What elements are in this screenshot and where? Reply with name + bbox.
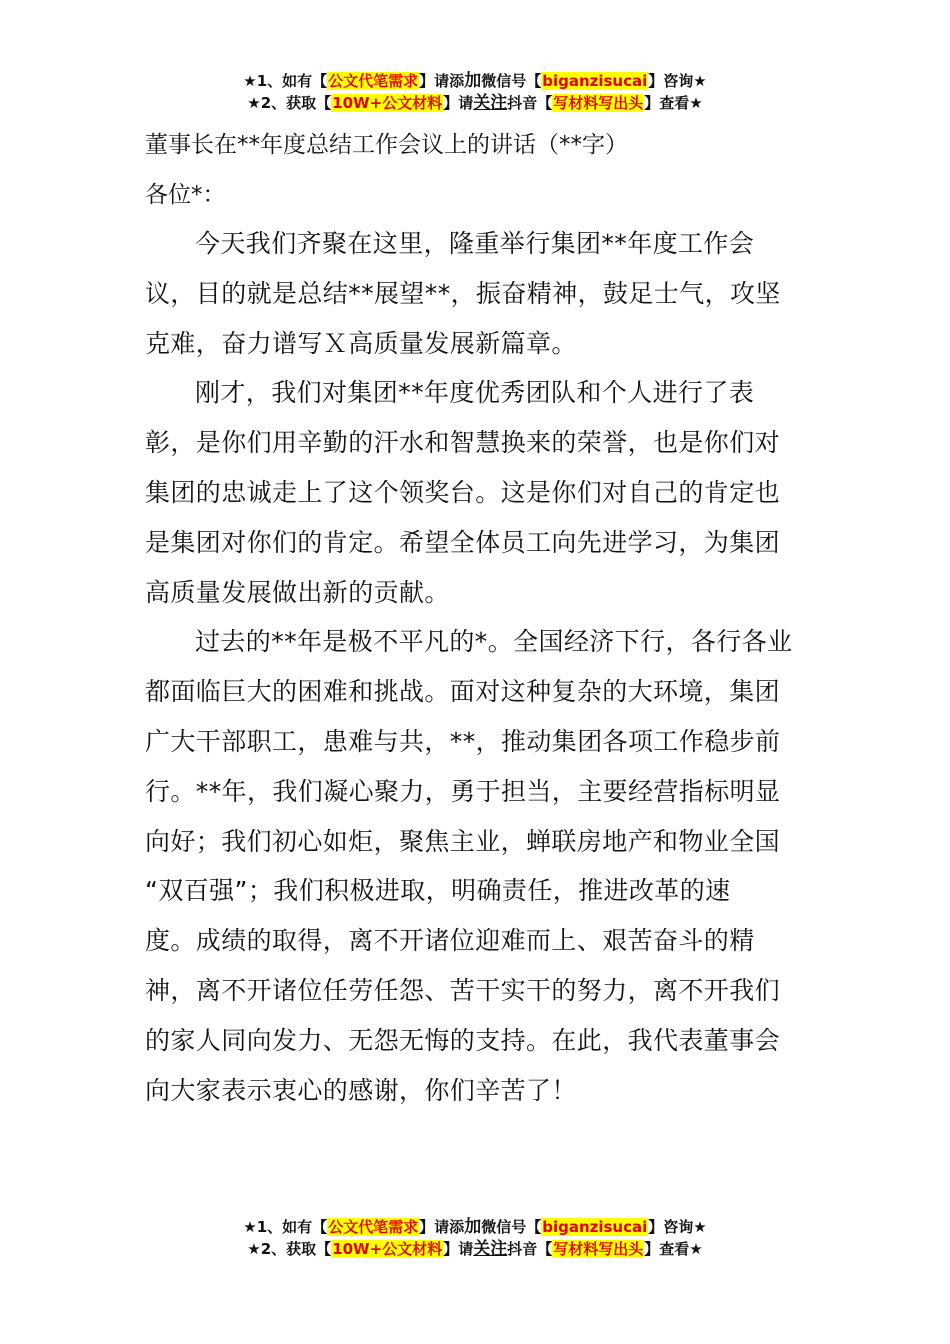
- document-body: [145, 227, 810, 1123]
- header-banner: [0, 70, 950, 114]
- banner-text: 】请: [443, 1240, 474, 1258]
- paragraph-line: 广大干部职工，患难与共，**，推动集团各项工作稳步前: [145, 726, 781, 756]
- banner-emphasis: 关注: [473, 93, 508, 113]
- banner-emphasis: 加: [464, 71, 482, 91]
- banner-text: ★1、如有【: [243, 72, 328, 90]
- paragraph-line: 度。成绩的取得，离不开诸位迎难而上、艰苦奋斗的精: [145, 926, 755, 956]
- banner-text: 】查看★: [644, 94, 703, 112]
- highlight-service: 公文代笔需求: [328, 72, 419, 90]
- paragraph-line: 刚才，我们对集团**年度优秀团队和个人进行了表: [195, 378, 755, 408]
- paragraph-line: 的家人同向发力、无怨无悔的支持。在此，我代表董事会: [145, 1025, 781, 1055]
- highlight-materials: 10W+公文材料: [332, 1240, 443, 1258]
- banner-line-1: [0, 70, 950, 92]
- highlight-service: 公文代笔需求: [328, 1218, 419, 1236]
- paragraph-line: 向好；我们初心如炬，聚焦主业，蝉联房地产和物业全国: [145, 826, 781, 856]
- highlight-wechat-id: biganzisucai: [542, 1218, 648, 1236]
- banner-line-2: [0, 92, 950, 114]
- document-title: 董事长在**年度总结工作会议上的讲话（**字）: [145, 132, 628, 158]
- salutation: 各位*：: [145, 182, 226, 208]
- banner-text: ★2、获取【: [247, 1240, 332, 1258]
- paragraph-line: 都面临巨大的困难和挑战。面对这种复杂的大环境，集团: [145, 677, 781, 707]
- paragraph-line: 克难，奋力谱写Ｘ高质量发展新篇章。: [145, 328, 577, 358]
- paragraph-line: 神，离不开诸位任劳任怨、苦干实干的努力，离不开我们: [145, 975, 781, 1005]
- banner-text: 抖音【: [507, 94, 553, 112]
- paragraph-line: 高质量发展做出新的贡献。: [145, 577, 450, 607]
- banner-text: 】请: [443, 94, 474, 112]
- banner-text: 微信号【: [481, 72, 542, 90]
- paragraph-line: 今天我们齐聚在这里，隆重举行集团**年度工作会: [195, 229, 755, 258]
- banner-line-2: [0, 1238, 950, 1260]
- banner-text: 】请添: [419, 1218, 465, 1236]
- banner-text: 】咨询★: [648, 1218, 707, 1236]
- banner-line-1: [0, 1216, 950, 1238]
- highlight-douyin: 写材料写出头: [553, 1240, 644, 1258]
- paragraph-line: 集团的忠诚走上了这个领奖台。这是你们对自己的肯定也: [145, 477, 781, 507]
- paragraph-line: 是集团对你们的肯定。希望全体员工向先进学习，为集团: [145, 527, 781, 557]
- banner-text: 】请添: [419, 72, 465, 90]
- highlight-materials: 10W+公文材料: [332, 94, 443, 112]
- footer-banner: [0, 1216, 950, 1260]
- banner-text: ★2、获取【: [247, 94, 332, 112]
- banner-text: 抖音【: [507, 1240, 553, 1258]
- paragraph-line: 过去的**年是极不平凡的*。全国经济下行，各行各业: [195, 627, 793, 657]
- banner-text: 】咨询★: [648, 72, 707, 90]
- banner-emphasis: 加: [464, 1217, 482, 1237]
- paragraph-line: 行。**年，我们凝心聚力，勇于担当，主要经营指标明显: [145, 776, 781, 806]
- banner-text: 】查看★: [644, 1240, 703, 1258]
- paragraph-line: 议，目的就是总结**展望**，振奋精神，鼓足士气，攻坚: [145, 278, 781, 308]
- paragraph-line: 向大家表示衷心的感谢，你们辛苦了！: [145, 1075, 577, 1105]
- highlight-wechat-id: biganzisucai: [542, 72, 648, 90]
- paragraph-line: “双百强”；我们积极进取，明确责任，推进改革的速: [145, 876, 731, 906]
- paragraph-line: 彰，是你们用辛勤的汗水和智慧换来的荣誉，也是你们对: [145, 428, 781, 458]
- highlight-douyin: 写材料写出头: [553, 94, 644, 112]
- banner-text: ★1、如有【: [243, 1218, 328, 1236]
- banner-emphasis: 关注: [473, 1239, 508, 1259]
- banner-text: 微信号【: [481, 1218, 542, 1236]
